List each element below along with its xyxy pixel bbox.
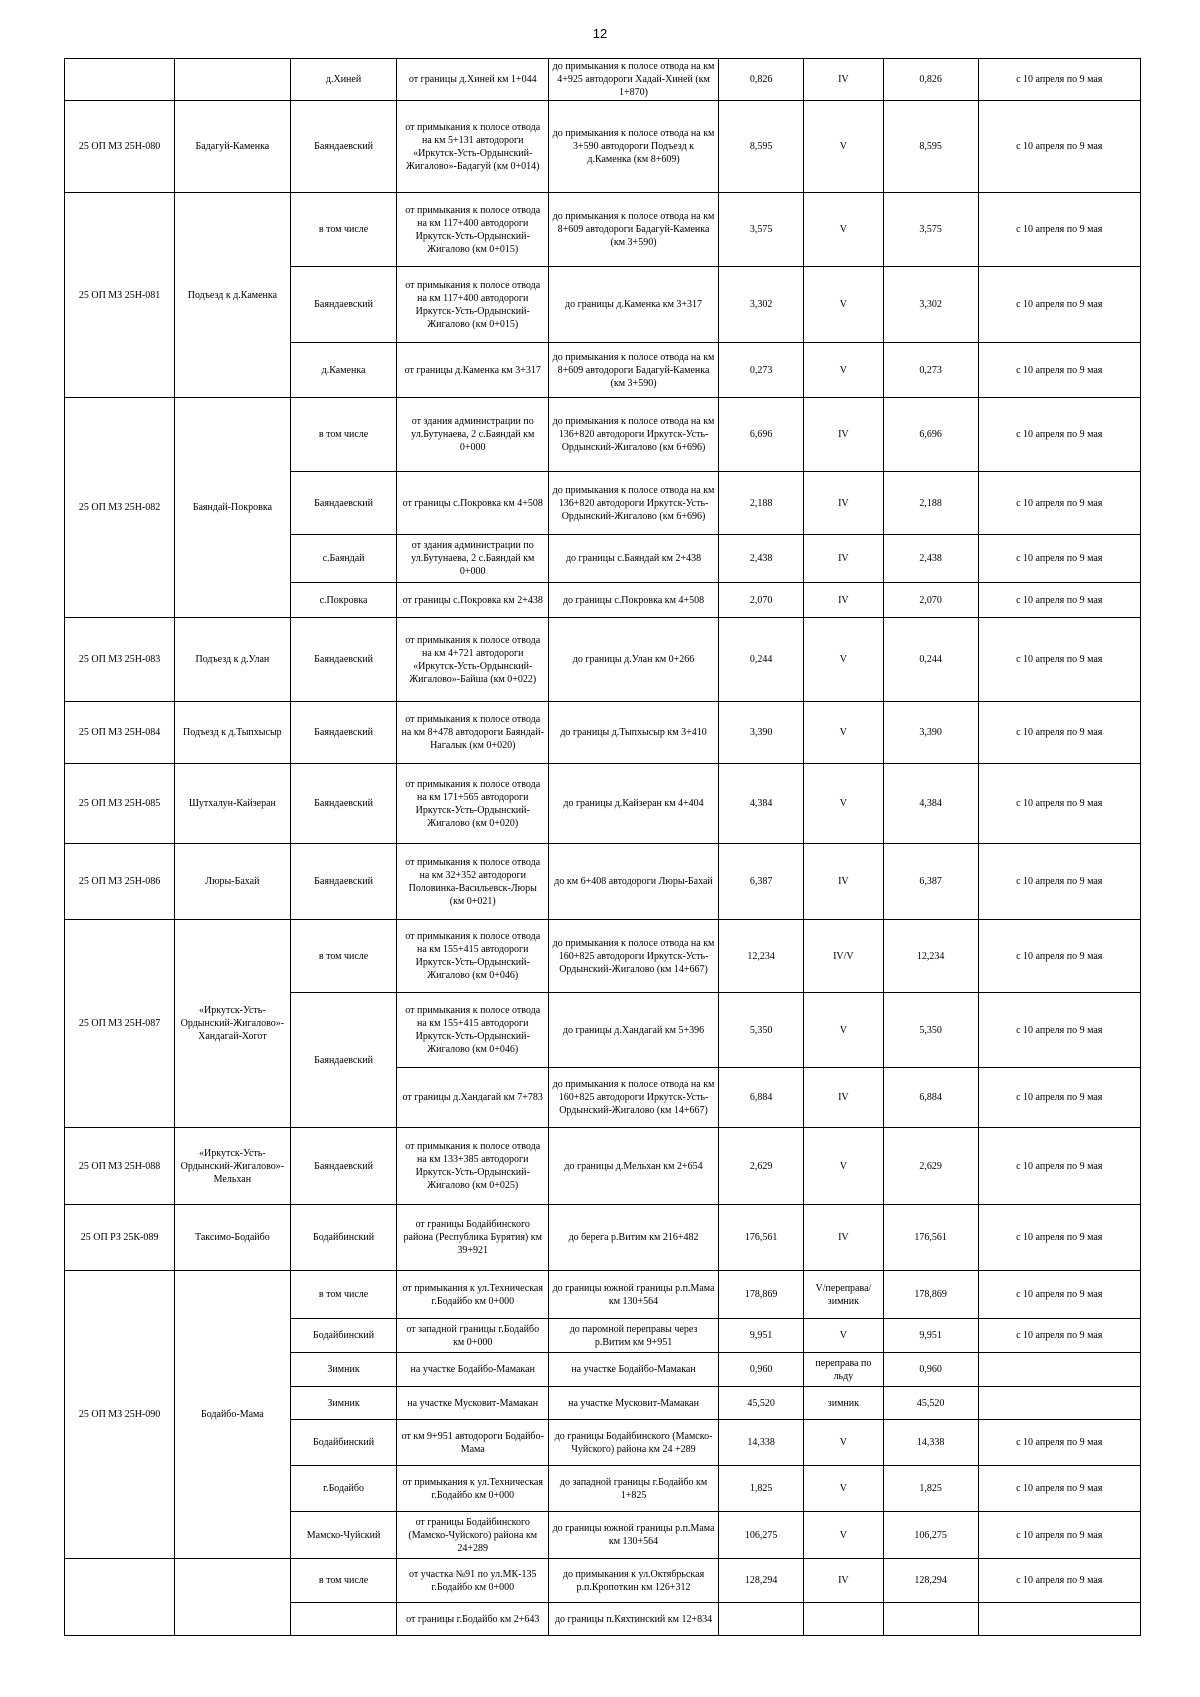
category-cell: V/переправа/зимник [804,1271,884,1319]
period-cell [978,1603,1140,1636]
period-cell: с 10 апреля по 9 мая [978,472,1140,535]
road-code-cell: 25 ОП МЗ 25Н-084 [65,702,175,764]
period-cell: с 10 апреля по 9 мая [978,1420,1140,1466]
district-cell: с.Баяндай [290,535,397,583]
district-cell: Баяндаевский [290,101,397,193]
category-cell: IV [804,535,884,583]
period-cell: с 10 апреля по 9 мая [978,920,1140,993]
road-code-cell: 25 ОП МЗ 25Н-080 [65,101,175,193]
restricted-length-cell: 2,070 [883,583,978,618]
district-cell: в том числе [290,920,397,993]
category-cell: V [804,101,884,193]
length-cell: 14,338 [719,1420,804,1466]
district-cell: в том числе [290,398,397,472]
from-cell: от границы д.Хандагай км 7+783 [397,1068,549,1128]
period-cell: с 10 апреля по 9 мая [978,993,1140,1068]
from-cell: от км 9+951 автодороги Бодайбо-Мама [397,1420,549,1466]
to-cell: до примыкания к полосе отвода на км 136+820 автодороги Иркутск-Усть-Ордынский-Жигалово (км 6+696) [549,472,719,535]
from-cell: от здания администрации по ул.Бутунаева, 2 с.Баяндай км 0+000 [397,398,549,472]
to-cell: до границы южной границы р.п.Мама км 130+564 [549,1512,719,1559]
length-cell: 6,696 [719,398,804,472]
from-cell: от примыкания к полосе отвода на км 155+415 автодороги Иркутск-Усть-Ордынский-Жигалово (км 0+046) [397,920,549,993]
district-cell: Зимник [290,1387,397,1420]
category-cell: V [804,764,884,844]
from-cell: от границы г.Бодайбо км 2+643 [397,1603,549,1636]
district-cell: Баяндаевский [290,472,397,535]
restricted-length-cell: 3,390 [883,702,978,764]
to-cell: до примыкания к полосе отвода на км 8+609 автодороги Бадагуй-Каменка (км 3+590) [549,193,719,267]
road-code-cell: 25 ОП МЗ 25Н-087 [65,920,175,1128]
from-cell: от здания администрации по ул.Бутунаева, 2 с.Баяндай км 0+000 [397,535,549,583]
restricted-length-cell: 12,234 [883,920,978,993]
restricted-length-cell: 3,302 [883,267,978,343]
road-code-cell: 25 ОП РЗ 25К-089 [65,1205,175,1271]
table-row [65,1271,1141,1319]
table-row [65,193,1141,267]
road-name-cell: «Иркутск-Усть-Ордынский-Жигалово»-Хандагай-Хогот [175,920,291,1128]
to-cell: до границы д.Каменка км 3+317 [549,267,719,343]
to-cell: до примыкания к ул.Октябрьская р.п.Кропоткин км 126+312 [549,1559,719,1603]
length-cell: 0,273 [719,343,804,398]
to-cell: до примыкания к полосе отвода на км 160+825 автодороги Иркутск-Усть-Ордынский-Жигалово (км 14+667) [549,920,719,993]
road-code-cell: 25 ОП МЗ 25Н-090 [65,1271,175,1559]
table-row [65,1128,1141,1205]
period-cell: с 10 апреля по 9 мая [978,1128,1140,1205]
table-row [65,398,1141,472]
table-row [65,1559,1141,1603]
category-cell: V [804,702,884,764]
restricted-length-cell: 6,696 [883,398,978,472]
roads-table [64,58,1141,1636]
category-cell: IV [804,1559,884,1603]
category-cell: IV [804,472,884,535]
road-name-cell: Подъезд к д.Каменка [175,193,291,398]
from-cell: от примыкания к ул.Техническая г.Бодайбо км 0+000 [397,1271,549,1319]
restricted-length-cell: 5,350 [883,993,978,1068]
period-cell: с 10 апреля по 9 мая [978,618,1140,702]
period-cell: с 10 апреля по 9 мая [978,535,1140,583]
category-cell: зимник [804,1387,884,1420]
district-cell: Баяндаевский [290,993,397,1128]
period-cell: с 10 апреля по 9 мая [978,1271,1140,1319]
road-name-cell: Бодайбо-Мама [175,1271,291,1559]
to-cell: до границы с.Баяндай км 2+438 [549,535,719,583]
period-cell: с 10 апреля по 9 мая [978,702,1140,764]
to-cell: до примыкания к полосе отвода на км 160+825 автодороги Иркутск-Усть-Ордынский-Жигалово (км 14+667) [549,1068,719,1128]
period-cell: с 10 апреля по 9 мая [978,764,1140,844]
from-cell: от границы Бодайбинского (Мамско-Чуйского) района км 24+289 [397,1512,549,1559]
to-cell: до примыкания к полосе отвода на км 4+925 автодороги Хадай-Хиней (км 1+870) [549,59,719,101]
road-code-cell: 25 ОП МЗ 25Н-086 [65,844,175,920]
road-code-cell [65,59,175,101]
category-cell: IV [804,1068,884,1128]
restricted-length-cell: 2,188 [883,472,978,535]
table-row [65,618,1141,702]
district-cell: г.Бодайбо [290,1466,397,1512]
from-cell: от участка №91 по ул.МК-135 г.Бодайбо км 0+000 [397,1559,549,1603]
period-cell: с 10 апреля по 9 мая [978,1559,1140,1603]
length-cell: 0,960 [719,1353,804,1387]
length-cell: 2,070 [719,583,804,618]
category-cell: V [804,343,884,398]
page-number: 12 [592,26,608,41]
length-cell: 128,294 [719,1559,804,1603]
period-cell: с 10 апреля по 9 мая [978,193,1140,267]
restricted-length-cell: 1,825 [883,1466,978,1512]
to-cell: до границы Бодайбинского (Мамско-Чуйского) района км 24 +289 [549,1420,719,1466]
category-cell: V [804,993,884,1068]
from-cell: на участке Мусковит-Мамакан [397,1387,549,1420]
road-code-cell: 25 ОП МЗ 25Н-088 [65,1128,175,1205]
table-row [65,101,1141,193]
restricted-length-cell: 176,561 [883,1205,978,1271]
from-cell: от примыкания к полосе отвода на км 32+352 автодороги Половинка-Васильевск-Люры (км 0+021) [397,844,549,920]
to-cell: до берега р.Витим км 216+482 [549,1205,719,1271]
road-name-cell: Таксимо-Бодайбо [175,1205,291,1271]
length-cell: 5,350 [719,993,804,1068]
period-cell: с 10 апреля по 9 мая [978,844,1140,920]
category-cell: IV [804,1205,884,1271]
period-cell [978,1387,1140,1420]
category-cell: V [804,1466,884,1512]
from-cell: от границы д.Хиней км 1+044 [397,59,549,101]
table-row [65,59,1141,101]
category-cell: IV [804,59,884,101]
table-row [65,764,1141,844]
restricted-length-cell: 0,960 [883,1353,978,1387]
from-cell: от примыкания к полосе отвода на км 117+400 автодороги Иркутск-Усть-Ордынский-Жигалово (км 0+015) [397,193,549,267]
district-cell: Баяндаевский [290,844,397,920]
length-cell: 8,595 [719,101,804,193]
restricted-length-cell: 4,384 [883,764,978,844]
restricted-length-cell: 45,520 [883,1387,978,1420]
length-cell: 176,561 [719,1205,804,1271]
period-cell: с 10 апреля по 9 мая [978,343,1140,398]
to-cell: до границы южной границы р.п.Мама км 130+564 [549,1271,719,1319]
restricted-length-cell: 0,273 [883,343,978,398]
from-cell: от примыкания к полосе отвода на км 8+478 автодороги Баяндай-Нагалык (км 0+020) [397,702,549,764]
period-cell: с 10 апреля по 9 мая [978,1466,1140,1512]
period-cell: с 10 апреля по 9 мая [978,1512,1140,1559]
category-cell: V [804,618,884,702]
to-cell: до границы д.Мельхан км 2+654 [549,1128,719,1205]
length-cell: 0,826 [719,59,804,101]
district-cell: Мамско-Чуйский [290,1512,397,1559]
district-cell: Баяндаевский [290,1128,397,1205]
road-name-cell: «Иркутск-Усть-Ордынский-Жигалово»-Мельхан [175,1128,291,1205]
road-name-cell [175,1559,291,1636]
district-cell: в том числе [290,193,397,267]
length-cell: 4,384 [719,764,804,844]
district-cell [290,1603,397,1636]
length-cell: 45,520 [719,1387,804,1420]
from-cell: от примыкания к полосе отвода на км 133+385 автодороги Иркутск-Усть-Ордынский-Жигалово (км 0+025) [397,1128,549,1205]
restricted-length-cell: 106,275 [883,1512,978,1559]
to-cell: до границы д.Улан км 0+266 [549,618,719,702]
length-cell: 0,244 [719,618,804,702]
length-cell: 2,438 [719,535,804,583]
length-cell: 106,275 [719,1512,804,1559]
length-cell: 3,575 [719,193,804,267]
restricted-length-cell: 2,438 [883,535,978,583]
district-cell: в том числе [290,1559,397,1603]
table-row [65,920,1141,993]
district-cell: Баяндаевский [290,702,397,764]
category-cell: V [804,1128,884,1205]
from-cell: от примыкания к ул.Техническая г.Бодайбо км 0+000 [397,1466,549,1512]
category-cell: IV/V [804,920,884,993]
restricted-length-cell: 178,869 [883,1271,978,1319]
category-cell: V [804,267,884,343]
length-cell: 2,188 [719,472,804,535]
period-cell: с 10 апреля по 9 мая [978,398,1140,472]
from-cell: от примыкания к полосе отвода на км 5+131 автодороги «Иркутск-Усть-Ордынский-Жигалово»-Бадагуй (км 0+014) [397,101,549,193]
road-name-cell: Бадагуй-Каменка [175,101,291,193]
period-cell: с 10 апреля по 9 мая [978,583,1140,618]
from-cell: от границы Бодайбинского района (Республика Бурятия) км 39+921 [397,1205,549,1271]
restricted-length-cell: 0,826 [883,59,978,101]
category-cell: IV [804,844,884,920]
restricted-length-cell: 8,595 [883,101,978,193]
period-cell: с 10 апреля по 9 мая [978,1068,1140,1128]
district-cell: Бодайбинский [290,1420,397,1466]
road-code-cell: 25 ОП МЗ 25Н-081 [65,193,175,398]
to-cell: до паромной переправы через р.Витим км 9+951 [549,1319,719,1353]
length-cell: 9,951 [719,1319,804,1353]
to-cell: до км 6+408 автодороги Люры-Бахай [549,844,719,920]
period-cell: с 10 апреля по 9 мая [978,1205,1140,1271]
category-cell: IV [804,398,884,472]
road-code-cell [65,1559,175,1636]
period-cell: с 10 апреля по 9 мая [978,1319,1140,1353]
period-cell: с 10 апреля по 9 мая [978,59,1140,101]
from-cell: на участке Бодайбо-Мамакан [397,1353,549,1387]
length-cell: 1,825 [719,1466,804,1512]
road-name-cell: Люры-Бахай [175,844,291,920]
category-cell: V [804,1512,884,1559]
from-cell: от границы с.Покровка км 4+508 [397,472,549,535]
restricted-length-cell: 3,575 [883,193,978,267]
length-cell: 12,234 [719,920,804,993]
district-cell: Бодайбинский [290,1205,397,1271]
category-cell [804,1603,884,1636]
restricted-length-cell: 0,244 [883,618,978,702]
length-cell: 3,390 [719,702,804,764]
table-row [65,1205,1141,1271]
district-cell: Баяндаевский [290,618,397,702]
district-cell: Баяндаевский [290,267,397,343]
length-cell [719,1603,804,1636]
road-name-cell: Шутхалун-Кайзеран [175,764,291,844]
to-cell: до границы п.Кяхтинский км 12+834 [549,1603,719,1636]
to-cell: до примыкания к полосе отвода на км 8+609 автодороги Бадагуй-Каменка (км 3+590) [549,343,719,398]
category-cell: переправа по льду [804,1353,884,1387]
from-cell: от примыкания к полосе отвода на км 117+400 автодороги Иркутск-Усть-Ордынский-Жигалово (км 0+015) [397,267,549,343]
period-cell: с 10 апреля по 9 мая [978,101,1140,193]
length-cell: 2,629 [719,1128,804,1205]
period-cell [978,1353,1140,1387]
from-cell: от границы с.Покровка км 2+438 [397,583,549,618]
road-code-cell: 25 ОП МЗ 25Н-082 [65,398,175,618]
restricted-length-cell: 2,629 [883,1128,978,1205]
table-row [65,844,1141,920]
category-cell: V [804,1420,884,1466]
to-cell: до примыкания к полосе отвода на км 136+820 автодороги Иркутск-Усть-Ордынский-Жигалово (км 6+696) [549,398,719,472]
road-name-cell: Баяндай-Покровка [175,398,291,618]
district-cell: Зимник [290,1353,397,1387]
road-name-cell: Подъезд к д.Тыпхысыр [175,702,291,764]
district-cell: д.Хиней [290,59,397,101]
road-name-cell [175,59,291,101]
restricted-length-cell [883,1603,978,1636]
length-cell: 6,884 [719,1068,804,1128]
restricted-length-cell: 6,884 [883,1068,978,1128]
road-code-cell: 25 ОП МЗ 25Н-083 [65,618,175,702]
category-cell: IV [804,583,884,618]
to-cell: до западной границы г.Бодайбо км 1+825 [549,1466,719,1512]
length-cell: 3,302 [719,267,804,343]
category-cell: V [804,1319,884,1353]
from-cell: от примыкания к полосе отвода на км 155+415 автодороги Иркутск-Усть-Ордынский-Жигалово (км 0+046) [397,993,549,1068]
to-cell: до границы д.Кайзеран км 4+404 [549,764,719,844]
to-cell: до границы д.Тыпхысыр км 3+410 [549,702,719,764]
category-cell: V [804,193,884,267]
restricted-length-cell: 6,387 [883,844,978,920]
to-cell: на участке Бодайбо-Мамакан [549,1353,719,1387]
from-cell: от западной границы г.Бодайбо км 0+000 [397,1319,549,1353]
length-cell: 6,387 [719,844,804,920]
period-cell: с 10 апреля по 9 мая [978,267,1140,343]
to-cell: до границы д.Хандагай км 5+396 [549,993,719,1068]
from-cell: от примыкания к полосе отвода на км 171+565 автодороги Иркутск-Усть-Ордынский-Жигалово (км 0+020) [397,764,549,844]
road-name-cell: Подъезд к д.Улан [175,618,291,702]
district-cell: в том числе [290,1271,397,1319]
restricted-length-cell: 14,338 [883,1420,978,1466]
table-row [65,702,1141,764]
length-cell: 178,869 [719,1271,804,1319]
from-cell: от примыкания к полосе отвода на км 4+721 автодороги «Иркутск-Усть-Ордынский-Жигалово»-Байша (км 0+022) [397,618,549,702]
district-cell: Бодайбинский [290,1319,397,1353]
to-cell: до примыкания к полосе отвода на км 3+590 автодороги Подъезд к д.Каменка (км 8+609) [549,101,719,193]
to-cell: до границы с.Покровка км 4+508 [549,583,719,618]
district-cell: с.Покровка [290,583,397,618]
district-cell: д.Каменка [290,343,397,398]
from-cell: от границы д.Каменка км 3+317 [397,343,549,398]
restricted-length-cell: 9,951 [883,1319,978,1353]
district-cell: Баяндаевский [290,764,397,844]
restricted-length-cell: 128,294 [883,1559,978,1603]
to-cell: на участке Мусковит-Мамакан [549,1387,719,1420]
road-code-cell: 25 ОП МЗ 25Н-085 [65,764,175,844]
